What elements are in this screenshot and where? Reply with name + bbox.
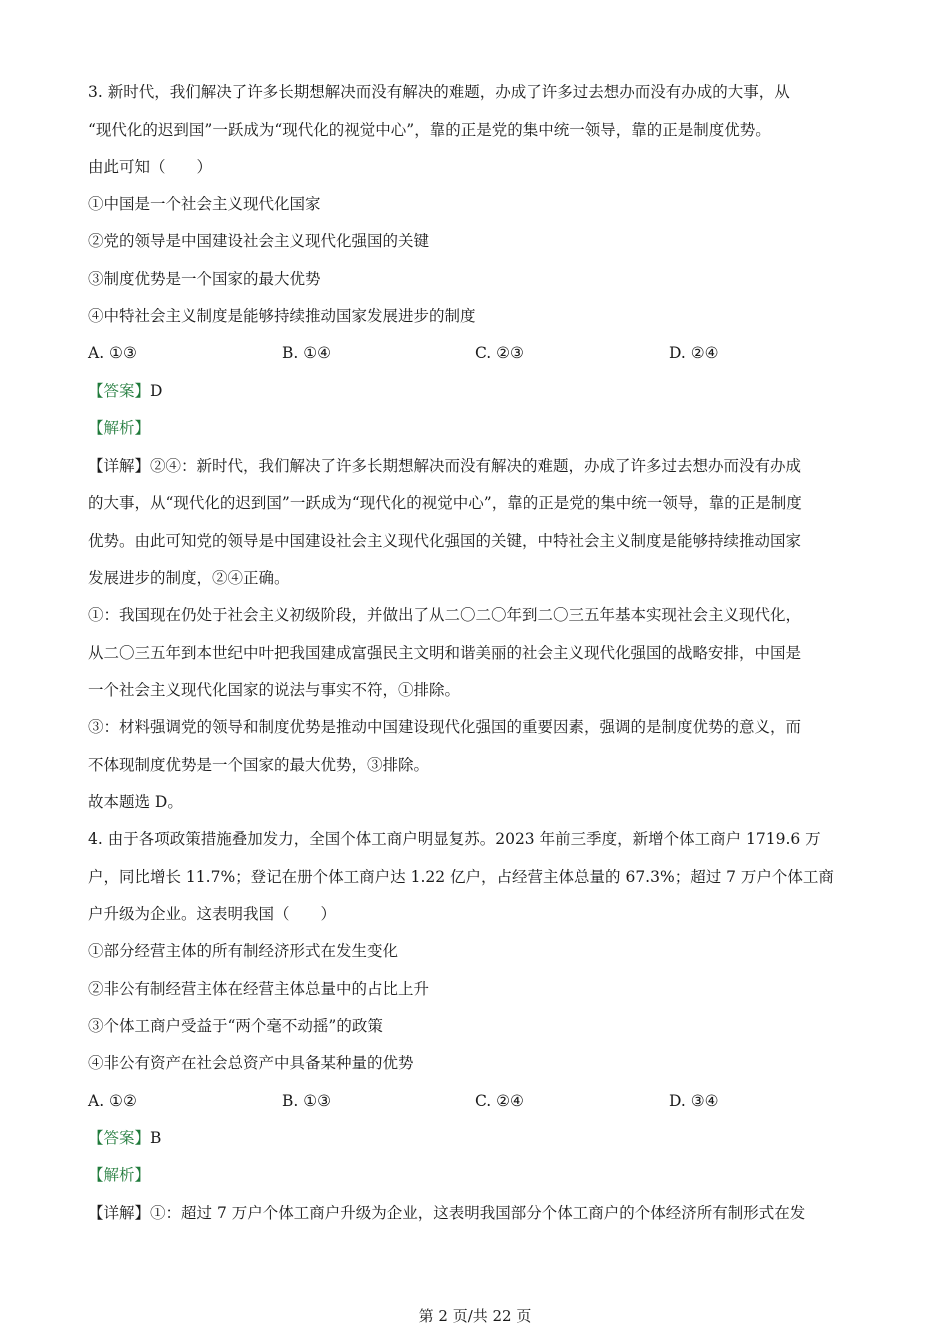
q3-detail-line-7: 一个社会主义现代化国家的说法与事实不符，①排除。	[88, 681, 461, 699]
q3-detail-line-1	[88, 456, 868, 476]
q3-detail-line-8: ③：材料强调党的领导和制度优势是推动中国建设现代化强国的重要因素，强调的是制度优势的意义，而	[88, 718, 802, 736]
q3-detail-line-10: 故本题选 D。	[88, 793, 183, 811]
q3-stem-line-1: 3. 新时代，我们解决了许多长期想解决而没有解决的难题，办成了许多过去想办而没有办成的大事，从	[88, 83, 790, 101]
q4-option-a: A. ①②	[88, 1092, 137, 1110]
q3-answer	[88, 381, 868, 401]
q4-stem-line-1: 4. 由于各项政策措施叠加发力，全国个体工商户明显复苏。2023 年前三季度，新增个体工商户 1719.6 万	[88, 830, 821, 848]
q4-statement-1: ①部分经营主体的所有制经济形式在发生变化	[88, 942, 399, 960]
q3-answer-label: 【答案】	[88, 382, 151, 400]
q4-answer	[88, 1128, 868, 1148]
q3-stem-line-3: 由此可知（ ）	[88, 158, 213, 176]
q3-detail-line-5: ①：我国现在仍处于社会主义初级阶段，并做出了从二〇二〇年到二〇三五年基本实现社会主义现代化，	[88, 606, 802, 624]
q3-option-d: D. ②④	[669, 344, 719, 362]
q3-option-c: C. ②③	[475, 344, 524, 362]
q3-statement-4: ④中特社会主义制度是能够持续推动国家发展进步的制度	[88, 307, 476, 325]
q4-stem-line-3: 户升级为企业。这表明我国（ ）	[88, 905, 337, 923]
q3-option-b: B. ①④	[282, 344, 332, 362]
q3-statement-1: ①中国是一个社会主义现代化国家	[88, 195, 321, 213]
q4-detail-text-1: ①：超过 7 万户个体工商户升级为企业，这表明我国部分个体工商户的个体经济所有制形式在发	[150, 1204, 806, 1222]
q3-detail-line-6: 从二〇三五年到本世纪中叶把我国建成富强民主文明和谐美丽的社会主义现代化强国的战略安排，中国是	[88, 644, 802, 662]
q4-detail-line-1	[88, 1203, 868, 1223]
q3-detail-line-9: 不体现制度优势是一个国家的最大优势，③排除。	[88, 756, 430, 774]
q3-option-a: A. ①③	[88, 344, 137, 362]
q4-statement-3: ③个体工商户受益于“两个毫不动摇”的政策	[88, 1017, 383, 1035]
q4-analysis-label: 【解析】	[88, 1166, 151, 1184]
q3-statement-3: ③制度优势是一个国家的最大优势	[88, 270, 321, 288]
q3-stem-line-2: “现代化的迟到国”一跃成为“现代化的视觉中心”，靠的正是党的集中统一领导，靠的正是制度优势。	[88, 121, 771, 139]
q3-statement-2: ②党的领导是中国建设社会主义现代化强国的关键	[88, 232, 430, 250]
q4-statement-2: ②非公有制经营主体在经营主体总量中的占比上升	[88, 980, 430, 998]
q4-option-b: B. ①③	[282, 1092, 332, 1110]
q4-answer-label: 【答案】	[88, 1129, 151, 1147]
q3-answer-value: D	[150, 382, 163, 400]
q3-detail-line-3: 优势。由此可知党的领导是中国建设社会主义现代化强国的关键，中特社会主义制度是能够持续推动国家	[88, 532, 802, 550]
q4-statement-4: ④非公有资产在社会总资产中具备某种量的优势	[88, 1054, 414, 1072]
q4-detail-label: 【详解】	[88, 1204, 151, 1222]
q4-answer-value: B	[150, 1129, 162, 1147]
page-number-footer: 第 2 页/共 22 页	[418, 1307, 532, 1325]
q4-option-c: C. ②④	[475, 1092, 524, 1110]
q3-detail-label: 【详解】	[88, 457, 151, 475]
q3-analysis-label: 【解析】	[88, 419, 151, 437]
q4-stem-line-2: 户，同比增长 11.7%；登记在册个体工商户达 1.22 亿户，占经营主体总量的 67.3%；超过 7 万户个体工商	[88, 868, 834, 886]
q4-option-d: D. ③④	[669, 1092, 719, 1110]
q3-detail-line-4: 发展进步的制度，②④正确。	[88, 569, 290, 587]
q3-detail-text-1: ②④：新时代，我们解决了许多长期想解决而没有解决的难题，办成了许多过去想办而没有办成	[150, 457, 802, 475]
q3-detail-line-2: 的大事，从“现代化的迟到国”一跃成为“现代化的视觉中心”，靠的正是党的集中统一领导，靠的正是制度	[88, 494, 802, 512]
